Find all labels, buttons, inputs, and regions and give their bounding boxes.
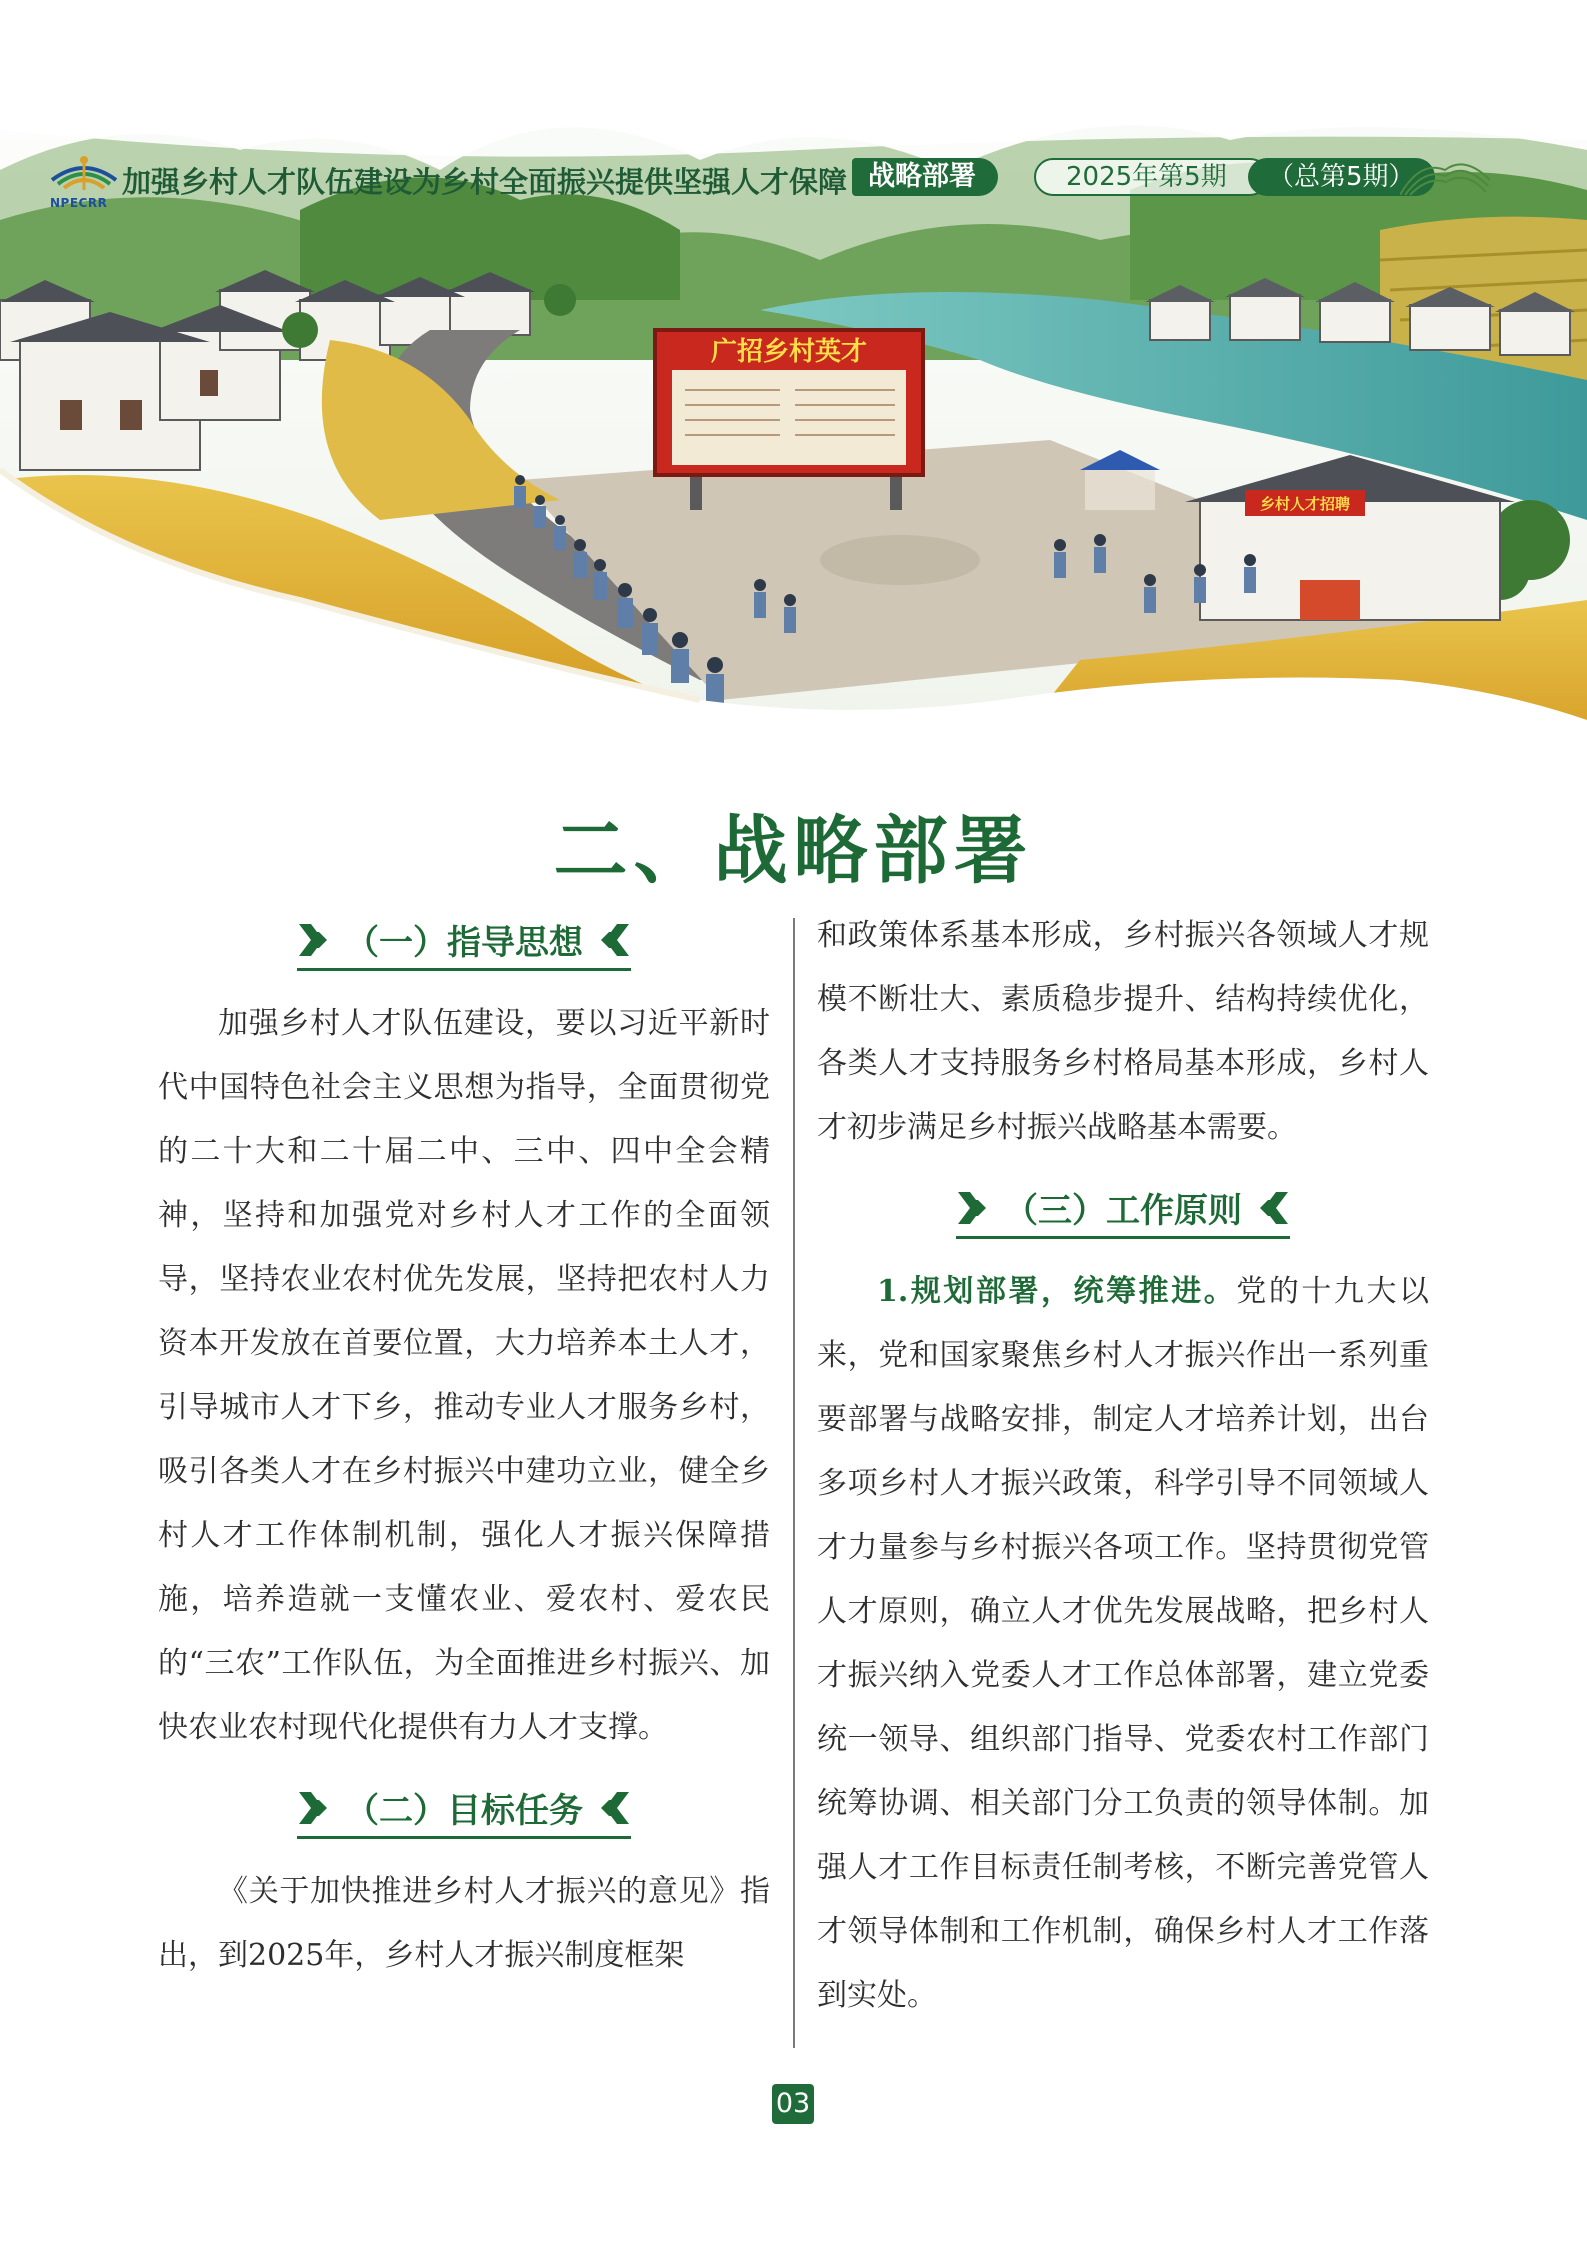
mountain-line-icon <box>1400 150 1490 200</box>
chevron-right-icon <box>956 1188 992 1228</box>
section-heading-2 <box>158 1782 770 1840</box>
section-heading-3 <box>817 1182 1429 1240</box>
chevron-left-icon <box>1254 1188 1290 1228</box>
targets-paragraph: 《关于加快推进乡村人才振兴的意见》指出，到2025年，乡村人才振兴制度框架 <box>158 1874 770 1973</box>
npecrr-logo <box>44 150 124 208</box>
column-divider <box>793 918 795 2048</box>
billboard-title: 广招乡村英才 <box>710 337 868 367</box>
principle-1-lead: 1.规划部署，统筹推进。 <box>877 1274 1237 1309</box>
principle-1-paragraph <box>817 1260 1429 2028</box>
issue-number: 2025年第5期 <box>1034 158 1269 196</box>
total-issue-number: （总第5期） <box>1248 158 1435 196</box>
chevron-right-icon <box>297 1788 333 1828</box>
building-sign: 乡村人才招聘 <box>1259 495 1351 513</box>
section-heading-1 <box>158 914 770 972</box>
guiding-ideology-paragraph: 加强乡村人才队伍建设，要以习近平新时代中国特色社会主义思想为指导，全面贯彻党的二十大和二十届二中、三中、四中全会精神，坚持和加强党对乡村人才工作的全面领导，坚持农业农村优先发展，坚持把农村人力资本开发放在首要位置，大力培养本土人才，引导城市人才下乡，推动专业人才服务乡村，吸引各类人才在乡村振兴中建功立业，健全乡村人才工作体制机制，强化人才振兴保障措施，培养造就一支懂农业、爱农村、爱农民的“三农”工作队伍，为全面推进乡村振兴、加快农业农村现代化提供有力人才支撑。 <box>158 1006 770 1745</box>
principle-1-text: 党的十九大以来，党和国家聚焦乡村人才振兴作出一系列重要部署与战略安排，制定人才培养计划，出台多项乡村人才振兴政策，科学引导不同领域人才力量参与乡村振兴各项工作。坚持贯彻党管人才原则，确立人才优先发展战略，把乡村人才振兴纳入党委人才工作总体部署，建立党委统一领导、组织部门指导、党委农村工作部门统筹协调、相关部门分工负责的领导体制。加强人才工作目标责任制考核，不断完善党管人才领导体制和工作机制，确保乡村人才工作落到实处。 <box>817 1274 1429 2013</box>
wheat-emblem-icon <box>44 150 124 196</box>
targets-continued-paragraph: 和政策体系基本形成，乡村振兴各领域人才规模不断壮大、素质稳步提升、结构持续优化，各类人才支持服务乡村格局基本形成，乡村人才初步满足乡村振兴战略基本需要。 <box>817 918 1429 1145</box>
logo-text: NPECRR <box>50 196 108 210</box>
section-heading-label: （三）工作原则 <box>1004 1191 1242 1231</box>
chevron-right-icon <box>297 920 333 960</box>
chevron-left-icon <box>595 920 631 960</box>
running-title: 加强乡村人才队伍建设为乡村全面振兴提供坚强人才保障 <box>122 165 848 199</box>
right-column <box>817 904 1429 2028</box>
section-heading-label: （一）指导思想 <box>345 923 583 963</box>
running-header <box>44 150 1544 210</box>
page-title: 二、战略部署 <box>553 808 1034 894</box>
section-tag: 战略部署 <box>852 158 998 196</box>
section-heading-label: （二）目标任务 <box>345 1791 583 1831</box>
page-number: 03 <box>772 2084 814 2124</box>
chevron-left-icon <box>595 1788 631 1828</box>
village-illustration <box>0 0 1587 800</box>
left-column <box>158 908 770 1988</box>
